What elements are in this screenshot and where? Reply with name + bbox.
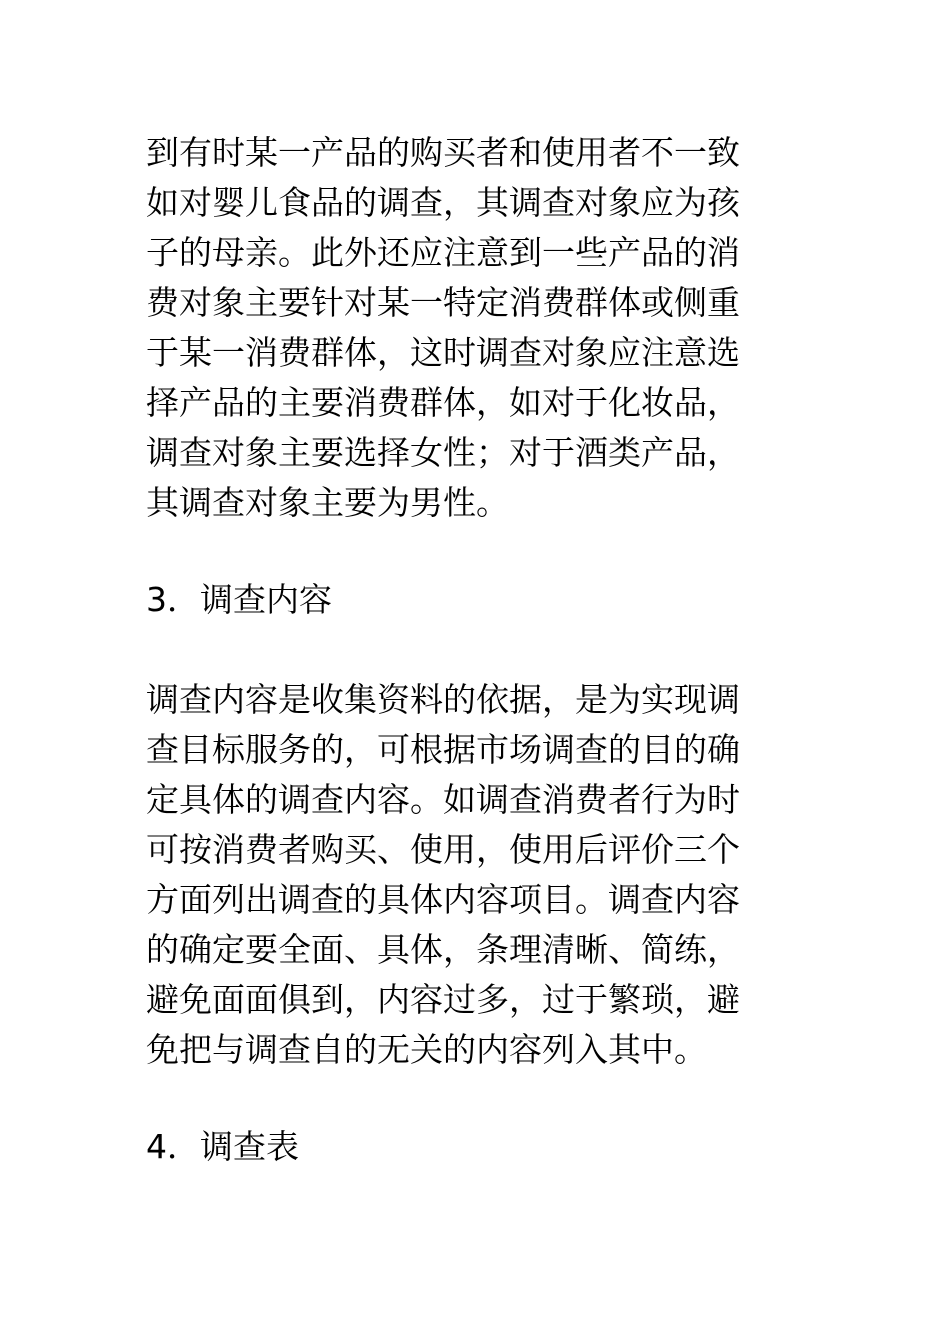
paragraph-line: 子的母亲。此外还应注意到一些产品的消	[146, 233, 740, 272]
paragraph-line: 如对婴儿食品的调查，其调查对象应为孩	[146, 183, 740, 222]
paragraph-line: 方面列出调查的具体内容项目。调查内容	[146, 880, 740, 919]
paragraph-line: 查目标服务的，可根据市场调查的目的确	[146, 730, 740, 769]
paragraph-line: 费对象主要针对某一特定消费群体或侧重	[146, 283, 740, 322]
paragraph-line: 择产品的主要消费群体，如对于化妆品，	[146, 383, 740, 422]
paragraph-line: 于某一消费群体，这时调查对象应注意选	[146, 333, 740, 372]
paragraph-line: 避免面面俱到，内容过多，过于繁琐，避	[146, 980, 740, 1019]
paragraph-line: 调查内容是收集资料的依据，是为实现调	[146, 680, 740, 719]
paragraph-line: 其调查对象主要为男性。	[146, 483, 509, 522]
paragraph-line: 免把与调查自的无关的内容列入其中。	[146, 1030, 707, 1069]
paragraph-line: 可按消费者购买、使用，使用后评价三个	[146, 830, 740, 869]
section-heading-3: 3．调查内容	[146, 580, 332, 619]
paragraph-line: 到有时某一产品的购买者和使用者不一致	[146, 133, 740, 172]
section-heading-4: 4．调查表	[146, 1127, 299, 1166]
paragraph-line: 调查对象主要选择女性；对于酒类产品，	[146, 433, 740, 472]
paragraph-line: 定具体的调查内容。如调查消费者行为时	[146, 780, 740, 819]
paragraph-line: 的确定要全面、具体，条理清晰、简练，	[146, 930, 740, 969]
